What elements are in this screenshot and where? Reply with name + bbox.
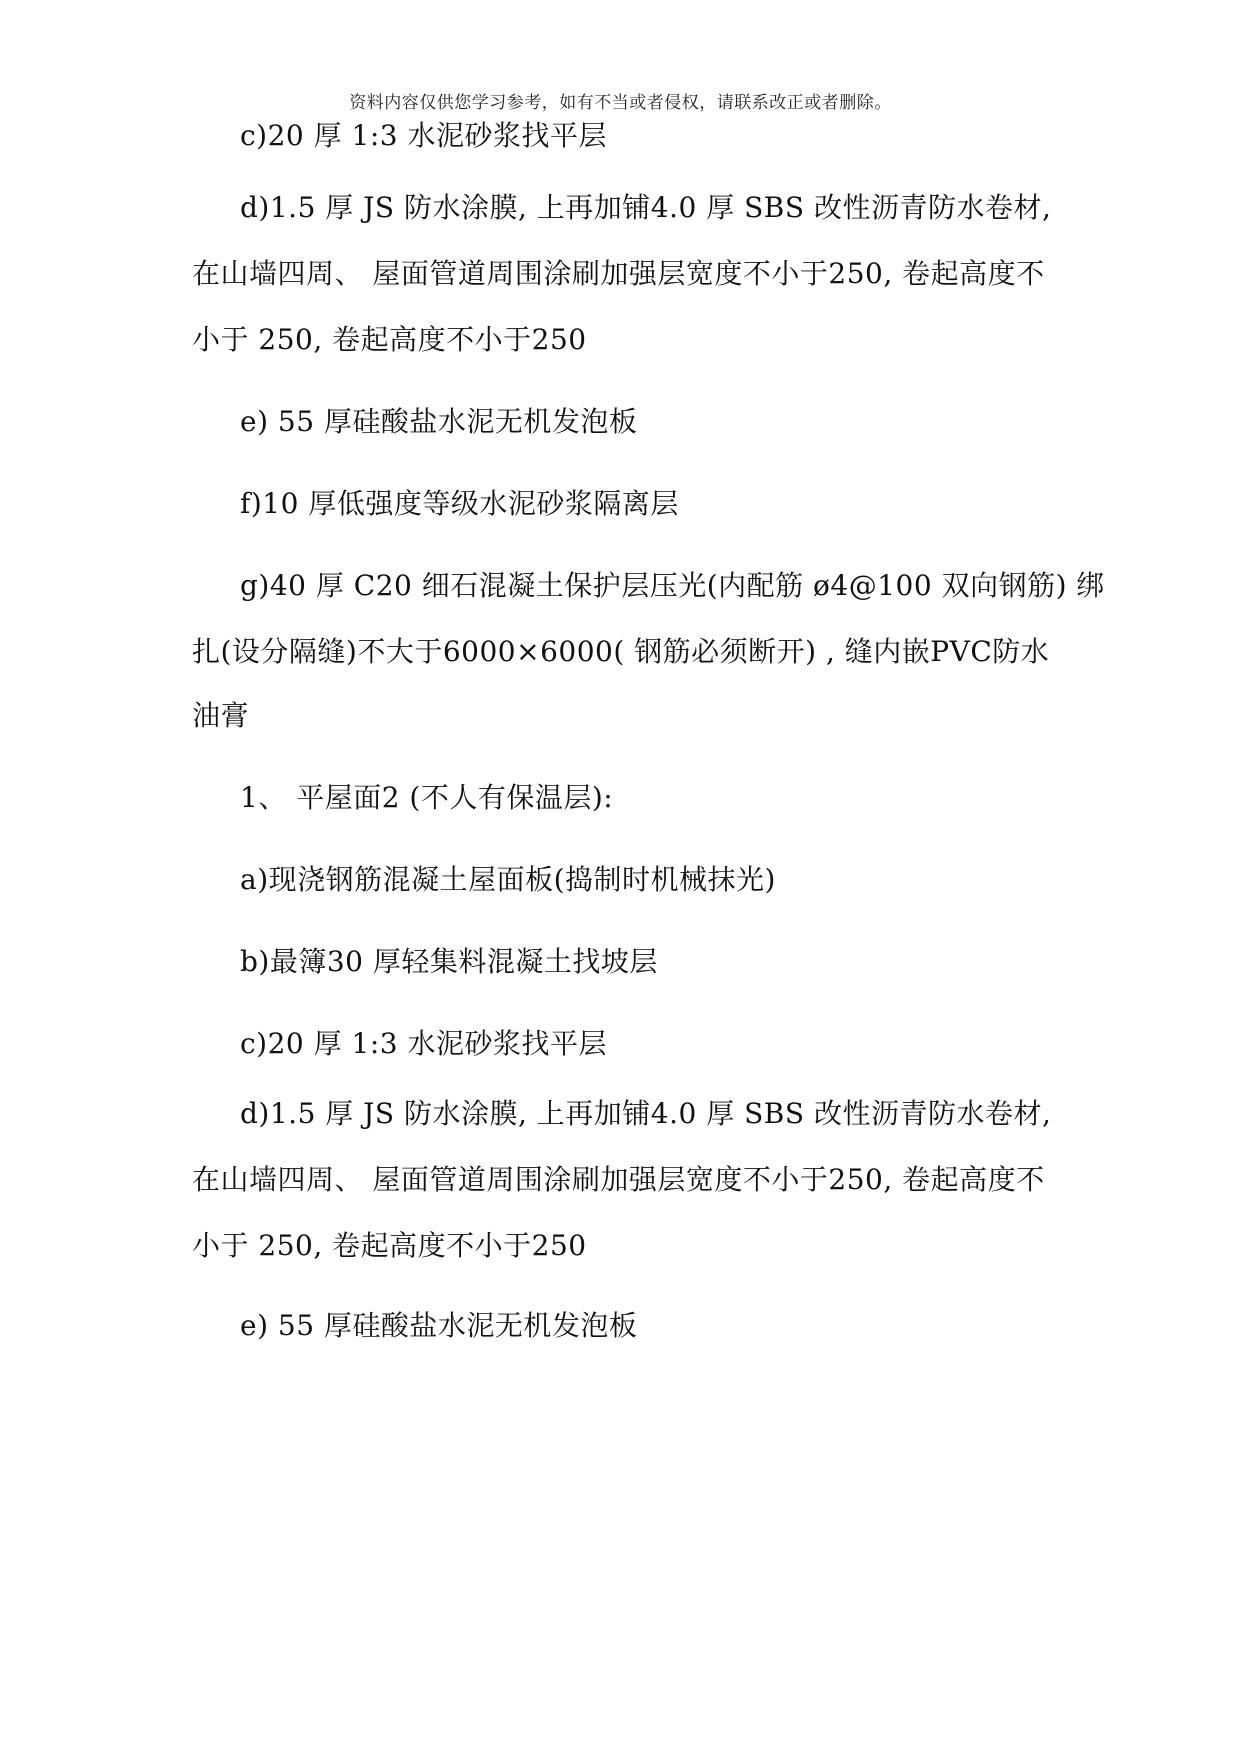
text-line-d-continued: 在山墙四周、 屋面管道周围涂刷加强层宽度不小于250, 卷起高度不 (192, 257, 1045, 290)
text-line-g-protection: g)40 厚 C20 细石混凝土保护层压光(内配筋 ø4@100 双向钢筋) 绑 (240, 569, 1105, 602)
text-line-g-continued: 扎(设分隔缝)不大于6000×6000( 钢筋必须断开) , 缝内嵌PVC防水 (192, 635, 1050, 668)
text-line-f-isolation: f)10 厚低强度等级水泥砂浆隔离层 (240, 487, 679, 520)
text-line-d-waterproof: d)1.5 厚 JS 防水涂膜, 上再加铺4.0 厚 SBS 改性沥青防水卷材, (240, 191, 1052, 224)
text-line-d-continued-2: 小于 250, 卷起高度不小于250 (192, 323, 587, 356)
text-line-d2-continued-2: 小于 250, 卷起高度不小于250 (192, 1229, 587, 1262)
text-line-e-foam-board: e) 55 厚硅酸盐水泥无机发泡板 (240, 405, 638, 438)
text-line-e-foam-board-2: e) 55 厚硅酸盐水泥无机发泡板 (240, 1309, 638, 1342)
text-line-g-continued-2: 油膏 (192, 699, 250, 732)
header-note: 资料内容仅供您学习参考，如有不当或者侵权，请联系改正或者删除。 (349, 93, 892, 113)
text-line-a-slab: a)现浇钢筋混凝土屋面板(捣制时机械抹光) (240, 863, 776, 896)
text-line-d-waterproof-2: d)1.5 厚 JS 防水涂膜, 上再加铺4.0 厚 SBS 改性沥青防水卷材, (240, 1097, 1052, 1130)
text-line-d2-continued: 在山墙四周、 屋面管道周围涂刷加强层宽度不小于250, 卷起高度不 (192, 1163, 1045, 1196)
text-line-c-leveling: c)20 厚 1:3 水泥砂浆找平层 (240, 119, 607, 152)
text-line-c-leveling-2: c)20 厚 1:3 水泥砂浆找平层 (240, 1027, 607, 1060)
section-heading-flat-roof-2: 1、 平屋面2 (不人有保温层): (240, 781, 614, 814)
text-line-b-slope: b)最簿30 厚轻集料混凝土找坡层 (240, 945, 658, 978)
